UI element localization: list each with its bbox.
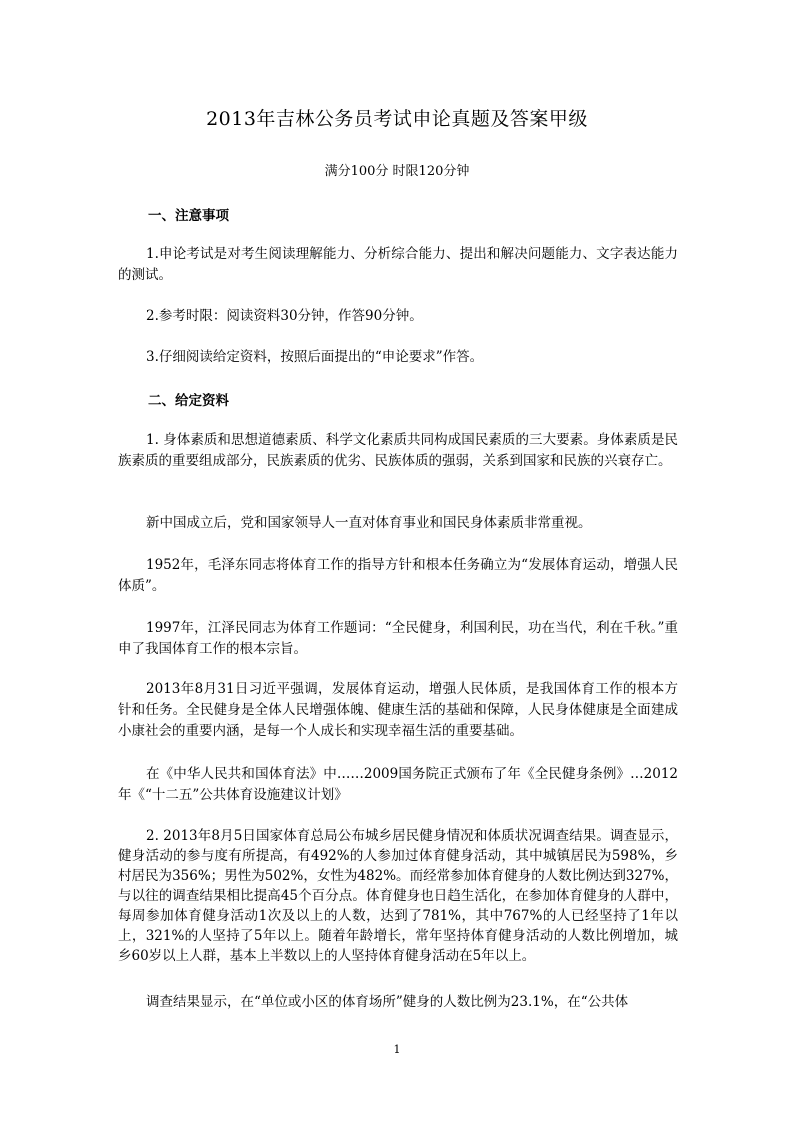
note-item: 3.仔细阅读给定资料，按照后面提出的“申论要求”作答。 <box>146 349 484 365</box>
material-paragraph: 调查结果显示，在“单位或小区的体育场所”健身的人数比例为23.1%，在“公共体 <box>146 994 629 1010</box>
note-item: 2.参考时限：阅读资料30分钟，作答90分钟。 <box>146 308 423 324</box>
material-paragraph: 1952年，毛泽东同志将体育工作的指导方针和根本任务确立为“发展体育运动，增强人民体质”。 <box>118 557 678 594</box>
note-item: 1.申论考试是对考生阅读理解能力、分析综合能力、提出和解决问题能力、文字表达能力的测试。 <box>118 246 678 283</box>
material-paragraph: 1997年，江泽民同志为体育工作题词：“全民健身，利国利民，功在当代，利在千秋。”重申了我国体育工作的根本宗旨。 <box>118 620 678 657</box>
material-paragraph: 新中国成立后，党和国家领导人一直对体育事业和国民身体素质非常重视。 <box>146 515 592 531</box>
material-paragraph: 2013年8月31日习近平强调，发展体育运动，增强人民体质，是我国体育工作的根本方针和任务。全民健身是全体人民增强体魄、健康生活的基础和保障，人民身体健康是全面建成小康社会的重要内涵，是每一个人成长和实现幸福生活的重要基础。 <box>118 681 678 739</box>
page-title: 2013年吉林公务员考试申论真题及答案甲级 <box>206 108 588 130</box>
material-paragraph: 2. 2013年8月5日国家体育总局公布城乡居民健身情况和体质状况调查结果。调查显示，健身活动的参与度有所提高，有492%的人参加过体育健身活动，其中城镇居民为598%，乡村居民为356%；男性为502%，女性为482%。而经常参加体育健身的人数比例达到327%，与以往的调查结果相比提高45个百分点。体育健身也日趋生活化，在参加体育健身的人群中，每周参加体育健身活动1次及以上的人数，达到了781%，其中767%的人已经坚持了1年以上，321%的人坚持了5年以上。随着年龄增长，常年坚持体育健身活动的人数比例增加，城乡60岁以上人群，基本上半数以上的人坚持体育健身活动在5年以上。 <box>118 828 678 964</box>
material-paragraph: 1. 身体素质和思想道德素质、科学文化素质共同构成国民素质的三大要素。身体素质是民族素质的重要组成部分，民族素质的优劣、民族体质的强弱，关系到国家和民族的兴衰存亡。 <box>118 432 678 469</box>
material-paragraph: 在《中华人民共和国体育法》中……2009国务院正式颁布了年《全民健身条例》…2012年《“十二五”公共体育设施建议计划》 <box>118 766 678 803</box>
page-number: 1 <box>393 1043 401 1056</box>
section-heading-notes: 一、注意事项 <box>148 208 229 224</box>
section-heading-materials: 二、给定资料 <box>148 393 229 409</box>
exam-info: 满分100分 时限120分钟 <box>324 164 470 179</box>
